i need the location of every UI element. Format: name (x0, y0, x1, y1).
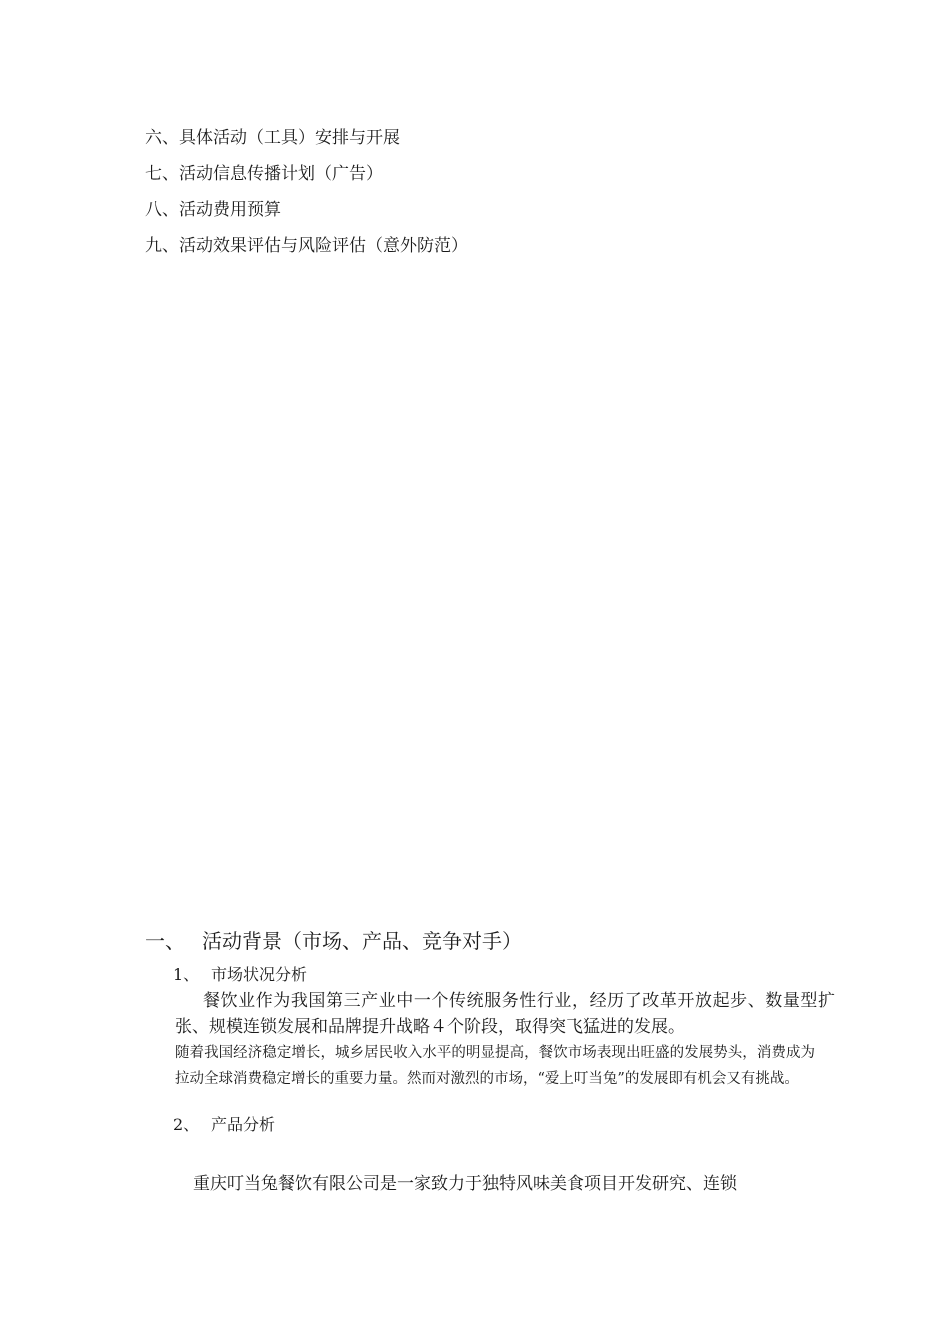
subsection-number: 2、 (173, 1115, 200, 1134)
product-paragraph: 重庆叮当兔餐饮有限公司是一家致力于独特风味美食项目开发研究、连锁 (193, 1174, 737, 1194)
section-number: 一、 (145, 929, 185, 953)
market-paragraph-large: 餐饮业作为我国第三产业中一个传统服务性行业，经历了改革开放起步、数量型扩张、规模连锁发展和品牌提升战略４个阶段，取得突飞猛进的发展。 (175, 991, 835, 1037)
subsection-heading-market (173, 962, 835, 988)
section-title: 活动背景（市场、产品、竞争对手） (202, 929, 522, 953)
toc-item: 七、活动信息传播计划（广告） (145, 164, 383, 184)
toc-item: 六、具体活动（工具）安排与开展 (145, 128, 400, 148)
section-activity-background (145, 926, 835, 1198)
table-of-contents (145, 124, 468, 268)
subsection-number: 1、 (173, 965, 200, 984)
toc-item: 八、活动费用预算 (145, 200, 281, 220)
market-paragraph-small: 随着我国经济稳定增长，城乡居民收入水平的明显提高，餐饮市场表现出旺盛的发展势头，消费成为拉动全球消费稳定增长的重要力量。然而对激烈的市场，“爱上叮当兔”的发展即有机会又有挑战。 (175, 1045, 815, 1087)
subsection-title: 产品分析 (211, 1115, 276, 1134)
toc-item: 九、活动效果评估与风险评估（意外防范） (145, 236, 468, 256)
subsection-heading-product (173, 1112, 835, 1138)
subsection-title: 市场状况分析 (211, 965, 308, 984)
section-heading (145, 926, 835, 956)
